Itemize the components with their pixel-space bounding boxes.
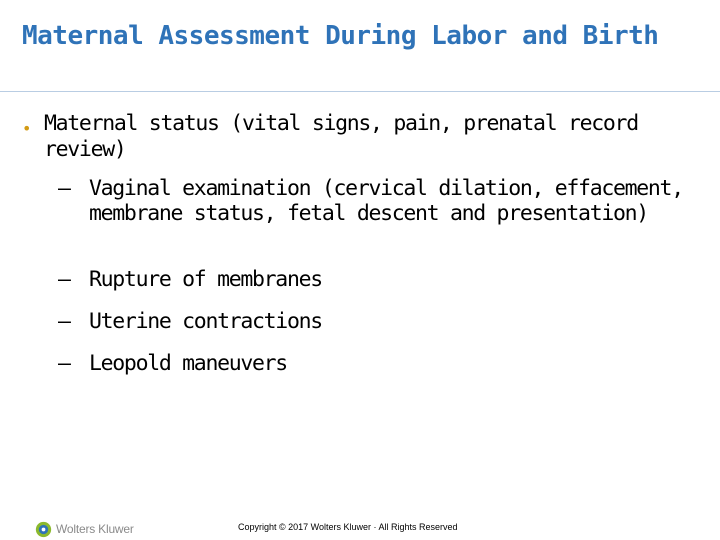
logo-mark-icon (35, 521, 52, 538)
bullet-text: Maternal status (vital signs, pain, prenatal record review) (44, 111, 638, 162)
sub-bullet-dash: – (58, 176, 71, 201)
logo-text: Wolters Kluwer (56, 522, 134, 536)
slide-title: Maternal Assessment During Labor and Birth (22, 21, 659, 51)
title-divider (0, 91, 720, 92)
sub-bullet-dash: – (58, 351, 71, 376)
sub-bullet-dash: – (58, 309, 71, 334)
sub-bullet-text: Vaginal examination (cervical dilation, effacement, membrane status, fetal descent and presentation) (89, 176, 683, 226)
sub-bullet-text: Uterine contractions (89, 309, 322, 334)
sub-bullet-text: Leopold maneuvers (89, 351, 287, 376)
bullet-dot-icon: • (22, 119, 32, 138)
sub-bullet-dash: – (58, 267, 71, 292)
wolters-kluwer-logo (35, 519, 134, 539)
copyright-notice: Copyright © 2017 Wolters Kluwer · All Rights Reserved (238, 522, 458, 532)
sub-bullet-text: Rupture of membranes (89, 267, 322, 292)
